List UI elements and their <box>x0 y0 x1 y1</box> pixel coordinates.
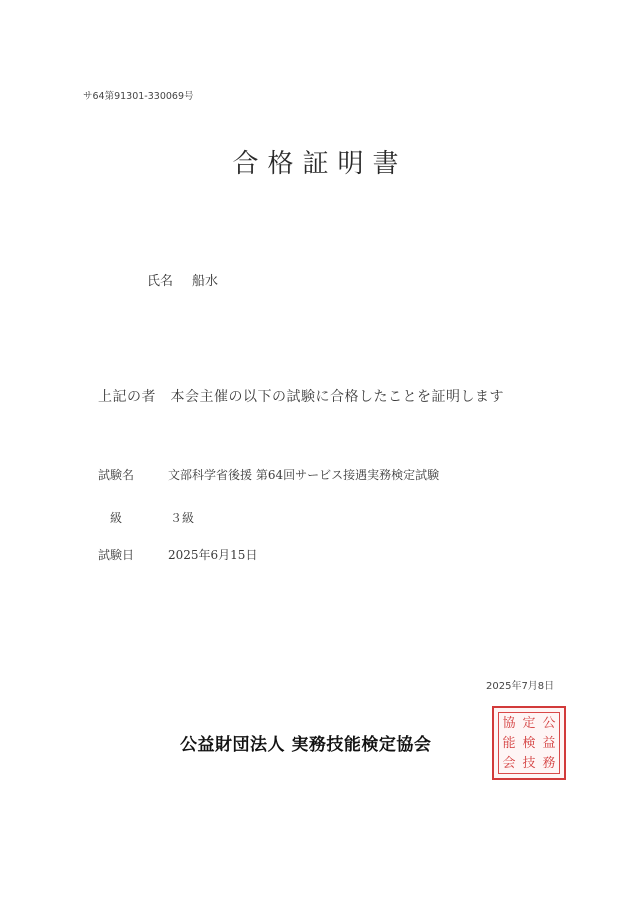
seal-glyph: 会 <box>502 755 516 771</box>
name-label: 氏名 <box>147 274 174 289</box>
name-value: 船水 <box>192 274 219 289</box>
exam-name-value: 文部科学省後援 第64回サービス接遇実務検定試験 <box>168 468 440 482</box>
seal-inner-frame <box>498 712 560 774</box>
seal-glyph: 協 <box>502 715 516 731</box>
seal-glyph: 技 <box>522 755 536 771</box>
seal-glyph: 検 <box>522 735 536 751</box>
official-seal-stamp <box>492 706 566 780</box>
certificate-number: サ64第91301-330069号 <box>83 91 194 102</box>
exam-date-value: 2025年6月15日 <box>168 548 258 562</box>
certification-statement: 上記の者 本会主催の以下の試験に合格したことを証明します <box>98 389 504 405</box>
certificate-title: 合格証明書 <box>232 149 408 179</box>
seal-glyph: 公 <box>542 715 556 731</box>
exam-date-label: 試験日 <box>98 548 135 562</box>
issue-date: 2025年7月8日 <box>486 681 555 692</box>
organization-name: 公益財団法人 実務技能検定協会 <box>180 735 432 755</box>
seal-glyph: 定 <box>522 715 536 731</box>
seal-glyph: 能 <box>502 735 516 751</box>
exam-name-label: 試験名 <box>98 468 135 482</box>
grade-label: 級 <box>110 511 123 525</box>
seal-glyph: 務 <box>542 755 556 771</box>
grade-value: ３級 <box>170 511 195 525</box>
seal-glyph: 益 <box>542 735 556 751</box>
